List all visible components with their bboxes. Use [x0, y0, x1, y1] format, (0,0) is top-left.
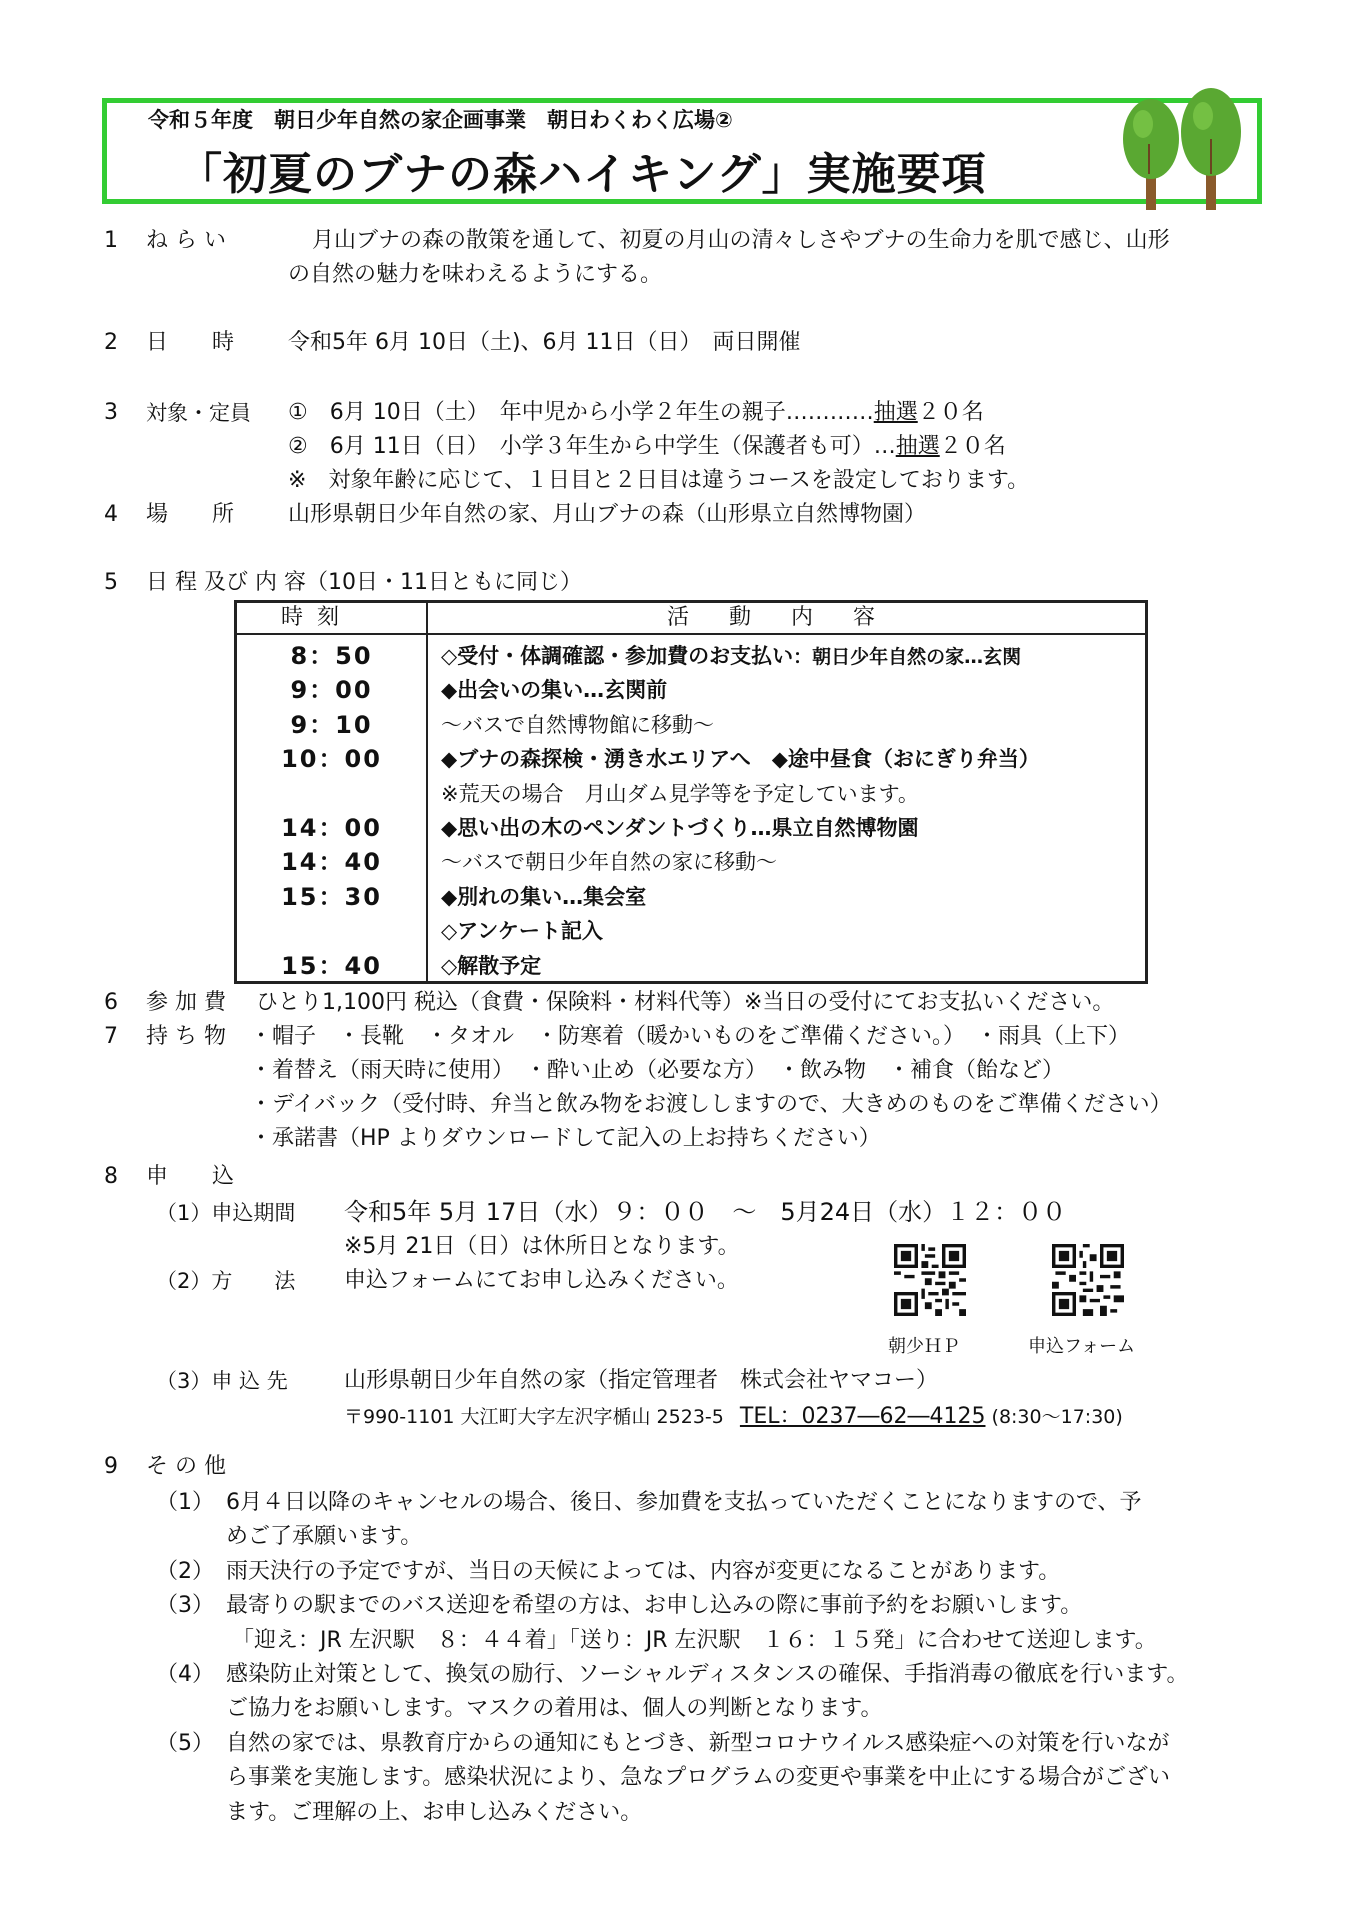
schedule-time: 15：40 — [281, 951, 382, 980]
schedule-activity: ◆ブナの森探検・湧き水エリアへ ◆途中昼食（おにぎり弁当） — [441, 747, 1040, 772]
list-item: 感染防止対策として、換気の励行、ソーシャルディスタンスの確保、手指消毒の徹底を行います。 — [226, 1662, 1189, 1687]
table-row — [237, 639, 1145, 673]
list-item: 「迎え：JR 左沢駅 ８：４４着」「送り：JR 左沢駅 １６：１５発」に合わせて送迎します。 — [232, 1627, 1157, 1653]
belongings-line: ・帽子 ・長靴 ・タオル ・防寒着（暖かいものをご準備ください。） ・雨具（上下） — [250, 1024, 1131, 1049]
table-row — [237, 914, 1145, 948]
hours-text: (8:30～17:30) — [991, 1406, 1123, 1428]
schedule-activity: ◆別れの集い…集会室 — [441, 884, 647, 909]
schedule-time: 9：10 — [290, 710, 373, 739]
section-number: 9 — [104, 1454, 118, 1479]
schedule-activity: ～バスで朝日少年自然の家に移動～ — [441, 850, 777, 875]
section-number: 7 — [104, 1024, 118, 1049]
target-line-2: ② 6月 11日（日） 小学３年生から中学生（保護者も可）…抽選２０名 — [288, 434, 1006, 459]
section-label-schedule: 日 程 及び 内 容（10日・11日ともに同じ） — [146, 570, 582, 595]
section-label-target: 対象・定員 — [146, 401, 251, 425]
section-label-belongings: 持 ち 物 — [146, 1024, 226, 1049]
list-item: ら事業を実施します。感染状況により、急なプログラムの変更や事業を中止にする場合がござい — [226, 1765, 1171, 1791]
table-row — [237, 777, 1145, 811]
qr-label-hp: 朝少ＨＰ — [888, 1336, 960, 1357]
schedule-time: 8：50 — [290, 642, 373, 670]
qr-code-hp-icon[interactable] — [894, 1244, 966, 1316]
schedule-time: 14：00 — [281, 814, 382, 842]
belongings-line: ・着替え（雨天時に使用） ・酔い止め（必要な方） ・飲み物 ・補食（飴など） — [250, 1058, 1065, 1083]
schedule-activity: ◆出会いの集い…玄関前 — [441, 678, 668, 703]
date-text: 令和5年 6月 10日（土)、6月 11日（日） 両日開催 — [288, 330, 801, 355]
list-item: 自然の家では、県教育庁からの通知にもとづき、新型コロナウイルス感染症への対策を行いなが — [226, 1730, 1170, 1756]
schedule-activity: ※荒天の場合 月山ダム見学等を予定しています。 — [441, 781, 919, 806]
section-number: 4 — [104, 502, 118, 527]
list-item-mark: （2） — [156, 1558, 214, 1584]
table-row — [237, 708, 1145, 742]
schedule-activity: ◇受付・体調確認・参加費のお支払い：朝日少年自然の家…玄関 — [441, 644, 1022, 668]
section-label-aim: ね ら い — [146, 228, 226, 253]
aim-text: の自然の魅力を味わえるようにする。 — [288, 262, 663, 287]
address-text: 〒990-1101 大江町大字左沢字楯山 2523-5 — [344, 1406, 724, 1428]
list-item: ご協力をお願いします。マスクの着用は、個人の判断となります。 — [226, 1696, 883, 1722]
schedule-time: 10：00 — [281, 745, 382, 774]
tel-link[interactable]: TEL：0237―62―4125 — [739, 1404, 986, 1429]
schedule-time: 9：00 — [290, 676, 373, 705]
list-item: 最寄りの駅までのバス送迎を希望の方は、お申し込みの際に事前予約をお願いします。 — [226, 1593, 1083, 1619]
list-item-mark: （3） — [156, 1593, 214, 1619]
schedule-activity: ◇解散予定 — [441, 953, 542, 978]
qr-label-form: 申込フォーム — [1028, 1336, 1136, 1357]
section-number: 8 — [104, 1164, 118, 1189]
table-row — [237, 880, 1145, 914]
fee-text: ひとり1,100円 税込（食費・保険料・材料代等）※当日の受付にてお支払いください。 — [256, 990, 1115, 1015]
target-note: ※ 対象年齢に応じて、１日目と２日目は違うコースを設定しております。 — [288, 468, 1030, 493]
list-item-mark: （5） — [156, 1730, 214, 1756]
apply-method-label: （2）方 法 — [156, 1269, 296, 1293]
section-number: 1 — [104, 228, 118, 253]
list-item: 6月４日以降のキャンセルの場合、後日、参加費を支払っていただくことになりますので、予 — [226, 1490, 1142, 1515]
list-item-mark: （1） — [156, 1490, 214, 1515]
aim-text: 月山ブナの森の散策を通して、初夏の月山の清々しさやブナの生命力を肌で感じ、山形 — [312, 228, 1170, 253]
section-number: 2 — [104, 330, 118, 355]
section-label-place: 場 所 — [146, 502, 235, 527]
list-item-mark: （4） — [156, 1662, 214, 1687]
list-item: めご了承願います。 — [226, 1524, 423, 1550]
apply-dest-label: （3）申 込 先 — [156, 1369, 288, 1393]
section-label-other: そ の 他 — [146, 1454, 226, 1479]
section-label-date: 日 時 — [146, 330, 235, 355]
list-item: ます。ご理解の上、お申し込みください。 — [226, 1799, 643, 1825]
section-number: 3 — [104, 400, 118, 425]
section-label-apply: 申 込 — [146, 1164, 235, 1189]
table-row — [237, 845, 1145, 879]
place-text: 山形県朝日少年自然の家、月山ブナの森（山形県立自然博物園） — [288, 502, 927, 527]
trees-illustration-icon — [1118, 84, 1258, 214]
apply-period-text: 令和5年 5月 17日（水）９：００ ～ 5月24日（水）１２：００ — [344, 1198, 1067, 1226]
schedule-time: 15：30 — [281, 882, 382, 911]
apply-method-text: 申込フォームにてお申し込みください。 — [344, 1268, 739, 1293]
table-row — [237, 673, 1145, 707]
section-number: 6 — [104, 990, 118, 1015]
table-header-time: 時刻 — [281, 605, 354, 630]
apply-dest-text: 山形県朝日少年自然の家（指定管理者 株式会社ヤマコー） — [344, 1368, 939, 1393]
section-label-fee: 参 加 費 — [146, 990, 226, 1015]
table-header-activity: 活動内容 — [667, 605, 916, 630]
contact-line — [344, 1400, 1123, 1434]
belongings-line: ・承諾書（HP よりダウンロードして記入の上お持ちください） — [250, 1126, 881, 1151]
table-row — [237, 811, 1145, 845]
schedule-activity: ◇アンケート記入 — [441, 919, 603, 944]
list-item: 雨天決行の予定ですが、当日の天候によっては、内容が変更になることがあります。 — [226, 1558, 1061, 1584]
apply-period-label: （1）申込期間 — [156, 1201, 296, 1225]
table-row — [237, 742, 1145, 776]
apply-period-note: ※5月 21日（日）は休所日となります。 — [344, 1234, 740, 1259]
schedule-activity: ～バスで自然博物館に移動～ — [441, 712, 714, 737]
header-subtitle: 令和５年度 朝日少年自然の家企画事業 朝日わくわく広場② — [148, 108, 733, 132]
target-line-1: ① 6月 10日（土） 年中児から小学２年生の親子…………抽選２０名 — [288, 400, 984, 425]
belongings-line: ・デイバック（受付時、弁当と飲み物をお渡ししますので、大きめのものをご準備ください） — [250, 1092, 1172, 1117]
schedule-activity: ◆思い出の木のペンダントづくり…県立自然博物園 — [441, 816, 919, 840]
schedule-time: 14：40 — [281, 848, 382, 877]
page-title: 「初夏のブナの森ハイキング」実施要項 — [178, 149, 987, 200]
qr-code-form-icon[interactable] — [1052, 1244, 1124, 1316]
section-number: 5 — [104, 570, 118, 595]
table-row — [237, 949, 1145, 983]
schedule-table — [234, 600, 1148, 984]
